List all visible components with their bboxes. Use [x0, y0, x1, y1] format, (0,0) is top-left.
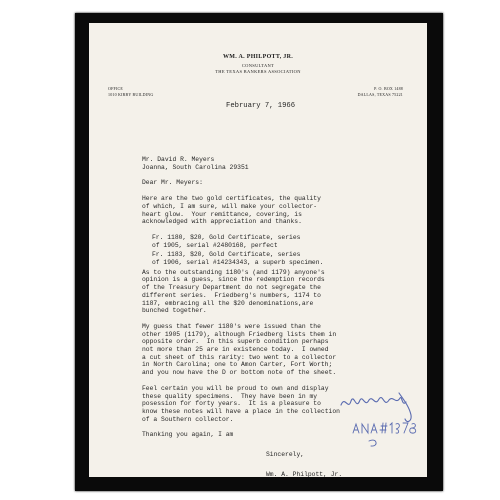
body-line: Thanking you again, I am	[142, 431, 234, 439]
body-line: not more than 25 are in existence today. I owned	[142, 346, 329, 353]
body-line: of a Southern collector.	[142, 415, 234, 423]
body-line: Here are the two gold certificates, the quality	[142, 195, 321, 203]
body-line: in North Carolina; one to Amon Carter, Fort Worth;	[142, 361, 333, 369]
body-line: bunched together.	[142, 307, 207, 315]
body-line: and you now have the D or bottom note of the sheet.	[142, 369, 337, 377]
body-line: Feel certain you will be proud to own and display	[142, 384, 329, 392]
letter-date: February 7, 1966	[226, 102, 296, 110]
body-line: of 1905, serial #2480168, perfect	[152, 241, 278, 249]
recipient-line: Mr. David R. Meyers	[142, 156, 215, 163]
letterhead-organization: THE TEXAS BANKERS ASSOCIATION	[215, 69, 301, 74]
letterhead-name: WM. A. PHILPOTT, JR.	[222, 54, 294, 60]
recipient-line: Joanna, South Carolina 29351	[142, 163, 249, 171]
body-line: posession for forty years. It is a pleasure to	[142, 400, 321, 408]
letterhead-title: CONSULTANT	[241, 63, 275, 68]
office-address: 1010 KIRBY BUILDING	[108, 91, 154, 97]
body-line: of which, I am sure, will make your collector-	[142, 202, 318, 210]
body-line: Fr. 1180, $20, Gold Certificate, series	[152, 233, 301, 241]
body-line: 1187, embracing all the $20 denominations,are	[142, 299, 314, 307]
body-line: a cut sheet of this rarity: two went to a collector	[142, 353, 337, 361]
handwritten-signature	[339, 391, 419, 451]
letter-page	[89, 23, 427, 477]
body-line: different series. Friedberg's numbers, 1174 to	[142, 291, 321, 299]
body-line: opinion is a guess, since the redemption records	[142, 276, 325, 284]
signature-underscore	[369, 440, 376, 446]
body-line: opposite order. In this superb condition perhaps	[142, 338, 329, 346]
body-line: My guess that fewer 1180's were issued than the	[142, 322, 321, 330]
closing: Sincerely,	[266, 451, 305, 458]
letterhead-mailing	[358, 86, 403, 97]
typed-signature: Wm. A. Philpott, Jr.	[266, 470, 343, 477]
signature-stroke	[341, 398, 406, 405]
body-line: As to the outstanding 1180's (and 1179) anyone's	[142, 268, 325, 276]
body-line: of 1906, serial #14234343, a superb specimen.	[152, 259, 324, 266]
office-label: OFFICE	[108, 86, 123, 91]
city-state-zip: DALLAS, TEXAS 75221	[357, 91, 403, 97]
body-line: acknowledged with appreciation and thanks.	[142, 218, 302, 226]
body-line: heart glow. Your remittance, covering, is	[142, 210, 302, 218]
body-line: Fr. 1183, $20, Gold Certificate, series	[152, 251, 301, 259]
letterhead-office	[108, 86, 153, 97]
body-line: know these notes will have a place in the collection	[142, 407, 340, 415]
po-box: P. O. BOX 1488	[374, 86, 403, 91]
body-line: these quality specimens. They have been in my	[142, 392, 318, 400]
body-line: other 1905 (1179), although Friedberg lists them in	[142, 330, 337, 338]
salutation: Dear Mr. Meyers:	[142, 179, 203, 187]
handwritten-ana-note	[353, 423, 416, 433]
body-line: of the Treasury Department do not segregate the	[142, 284, 321, 292]
